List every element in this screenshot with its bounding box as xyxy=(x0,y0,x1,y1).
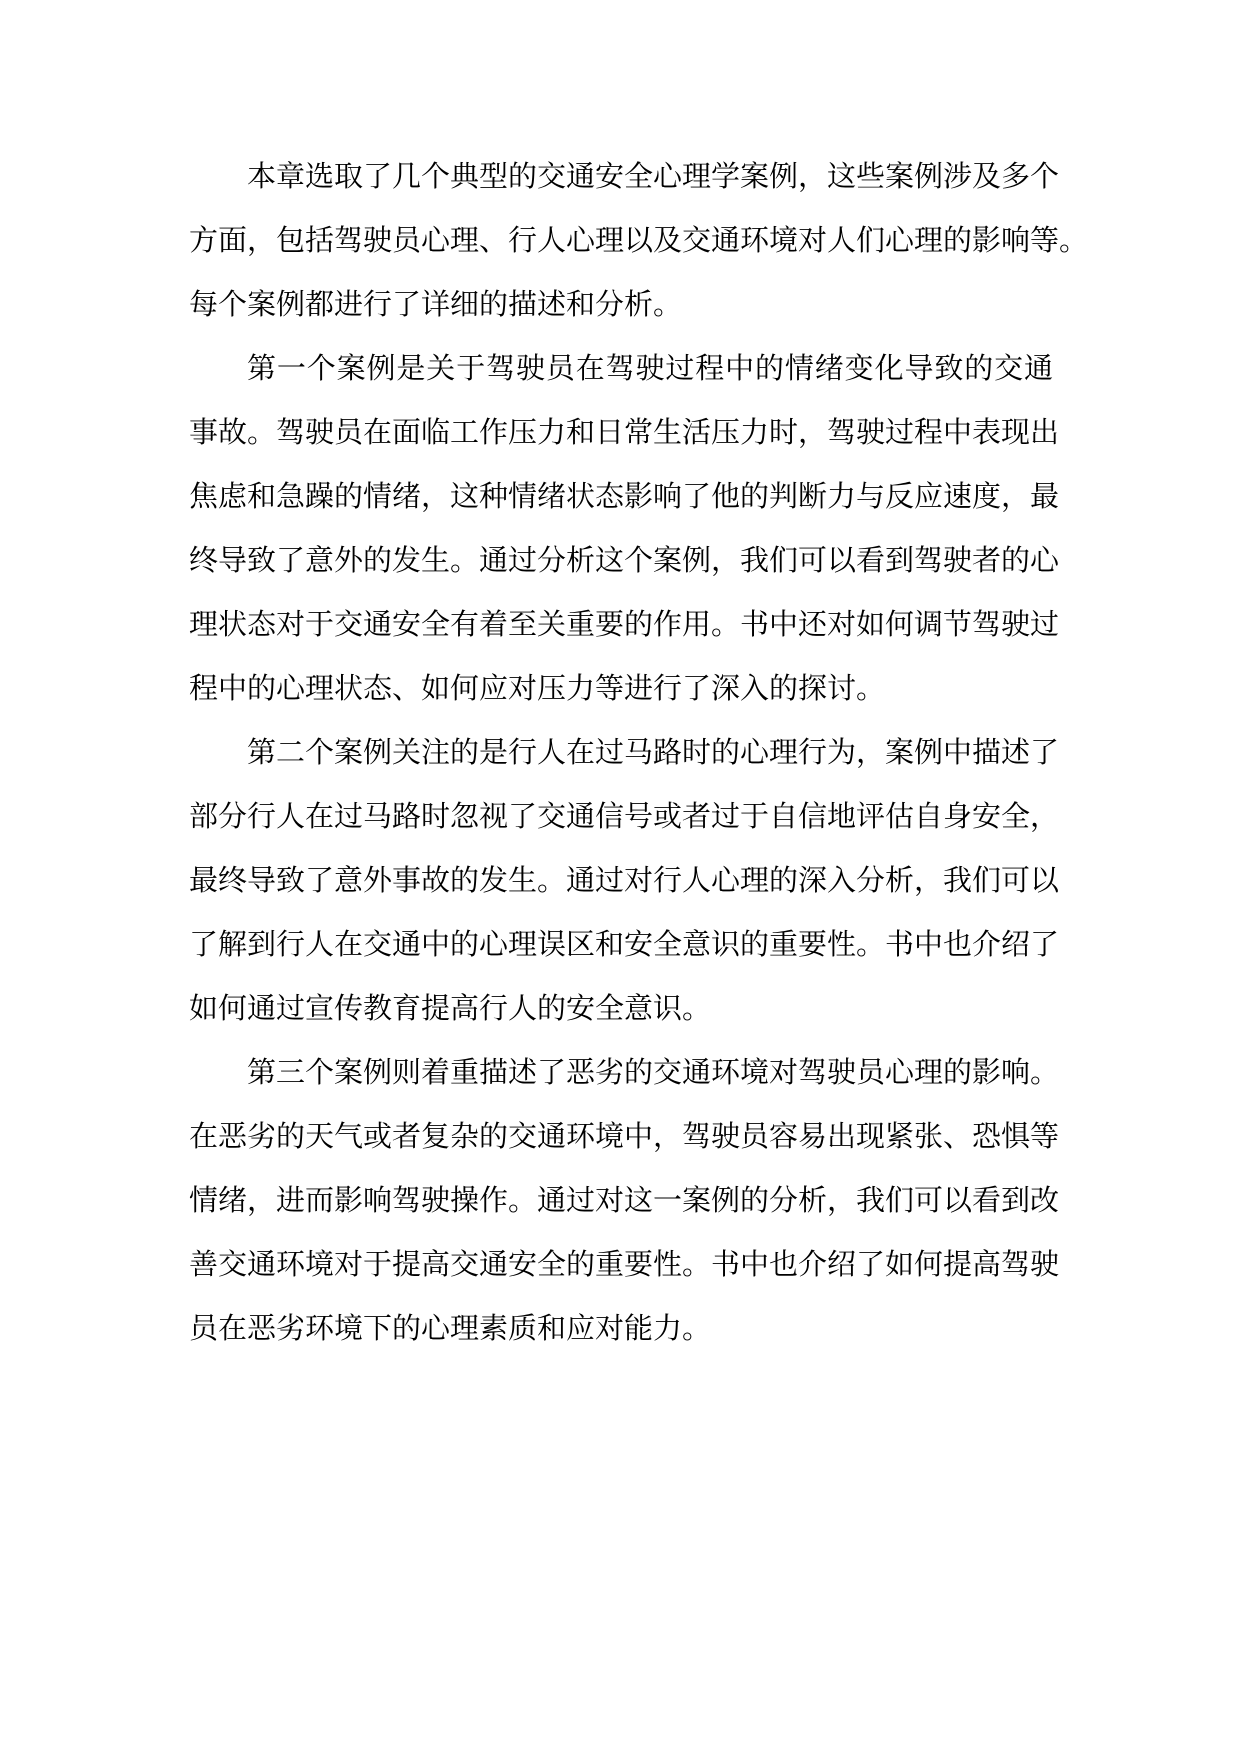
paragraph-4-line-3: 情绪，进而影响驾驶操作。通过对这一案例的分析，我们可以看到改 xyxy=(189,1183,1060,1217)
paragraph-3-line-5: 如何通过宣传教育提高行人的安全意识。 xyxy=(189,991,712,1025)
paragraph-3-line-2: 部分行人在过马路时忽视了交通信号或者过于自信地评估自身安全， xyxy=(189,799,1060,833)
paragraph-1-line-2: 方面，包括驾驶员心理、行人心理以及交通环境对人们心理的影响等。 xyxy=(189,223,1089,257)
paragraph-2-line-5: 理状态对于交通安全有着至关重要的作用。书中还对如何调节驾驶过 xyxy=(189,607,1060,641)
paragraph-4-line-4: 善交通环境对于提高交通安全的重要性。书中也介绍了如何提高驾驶 xyxy=(189,1247,1060,1281)
paragraph-2-line-1: 第一个案例是关于驾驶员在驾驶过程中的情绪变化导致的交通 xyxy=(247,351,1053,385)
paragraph-1-line-1: 本章选取了几个典型的交通安全心理学案例，这些案例涉及多个 xyxy=(247,159,1060,193)
paragraph-2-line-3: 焦虑和急躁的情绪，这种情绪状态影响了他的判断力与反应速度，最 xyxy=(189,479,1060,513)
paragraph-1-line-3: 每个案例都进行了详细的描述和分析。 xyxy=(189,287,683,321)
paragraph-3-line-1: 第二个案例关注的是行人在过马路时的心理行为，案例中描述了 xyxy=(247,735,1060,769)
paragraph-4-line-5: 员在恶劣环境下的心理素质和应对能力。 xyxy=(189,1311,712,1345)
paragraph-3-line-4: 了解到行人在交通中的心理误区和安全意识的重要性。书中也介绍了 xyxy=(189,927,1060,961)
paragraph-4-line-1: 第三个案例则着重描述了恶劣的交通环境对驾驶员心理的影响。 xyxy=(247,1055,1060,1089)
body-text xyxy=(189,144,1089,1360)
paragraph-4-line-2: 在恶劣的天气或者复杂的交通环境中，驾驶员容易出现紧张、恐惧等 xyxy=(189,1119,1060,1153)
paragraph-2-line-4: 终导致了意外的发生。通过分析这个案例，我们可以看到驾驶者的心 xyxy=(189,543,1060,577)
paragraph-3-line-3: 最终导致了意外事故的发生。通过对行人心理的深入分析，我们可以 xyxy=(189,863,1060,897)
paragraph-2-line-2: 事故。驾驶员在面临工作压力和日常生活压力时，驾驶过程中表现出 xyxy=(189,415,1060,449)
paragraph-2-line-6: 程中的心理状态、如何应对压力等进行了深入的探讨。 xyxy=(189,671,886,705)
